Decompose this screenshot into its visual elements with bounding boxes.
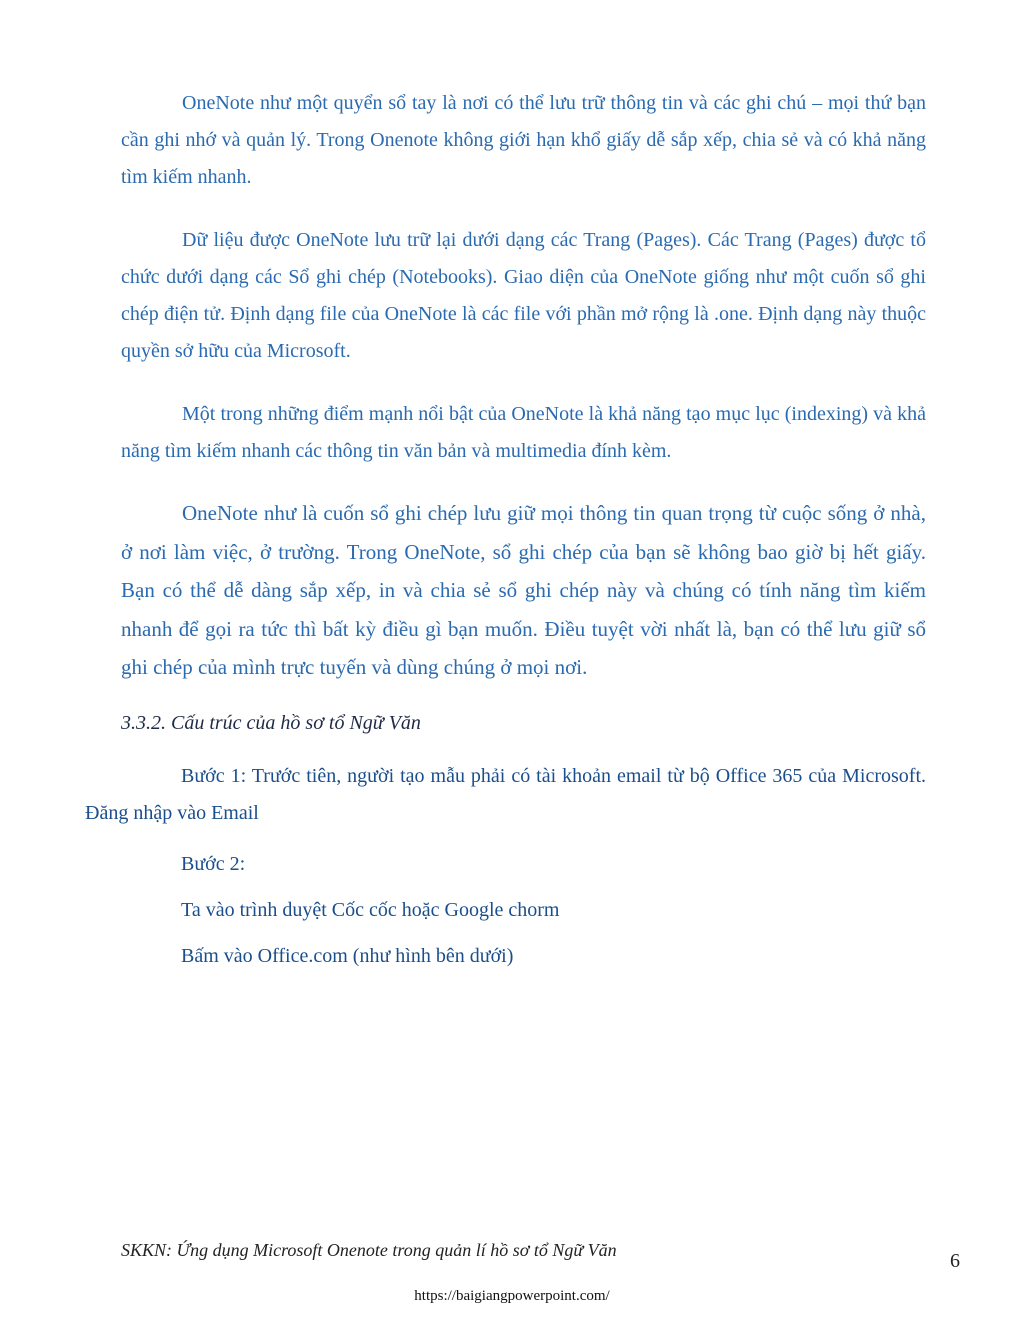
paragraph-onenote-data-storage: Dữ liệu được OneNote lưu trữ lại dưới dạng các Trang (Pages). Các Trang (Pages) được tổ chức dưới dạng các Sổ ghi chép (Notebooks). Giao diện của OneNote giống như một cuốn sổ ghi chép điện tử. Định dạng file của OneNote là các file với phần mở rộng là .one. Định dạng này thuộc quyền sở hữu của Microsoft. [121, 229, 926, 362]
step-2-office-line: Bấm vào Office.com (như hình bên dưới) [181, 945, 514, 967]
source-url: https://baigiangpowerpoint.com/ [414, 1288, 610, 1304]
section-heading: 3.3.2. Cấu trúc của hồ sơ tổ Ngữ Văn [121, 712, 421, 734]
paragraph-onenote-notebook: OneNote như một quyển sổ tay là nơi có thể lưu trữ thông tin và các ghi chú – mọi thứ bạn cần ghi nhớ và quản lý. Trong Onenote không giới hạn khổ giấy dễ sắp xếp, chia sẻ và có khả năng tìm kiếm nhanh. [121, 92, 926, 188]
step-1-text: Bước 1: Trước tiên, người tạo mẫu phải có tài khoản email từ bộ Office 365 của Microsoft. Đăng nhập vào Email [85, 765, 926, 824]
page-number: 6 [950, 1250, 960, 1272]
step-2-browser-line: Ta vào trình duyệt Cốc cốc hoặc Google chorm [181, 899, 560, 921]
paragraph-onenote-everyday-use: OneNote như là cuốn sổ ghi chép lưu giữ mọi thông tin quan trọng từ cuộc sống ở nhà, ở nơi làm việc, ở trường. Trong OneNote, sổ ghi chép của bạn sẽ không bao giờ bị hết giấy. Bạn có thể dễ dàng sắp xếp, in và chia sẻ sổ ghi chép này và chúng có tính năng tìm kiếm nhanh để gọi ra tức thì bất kỳ điều gì bạn muốn. Điều tuyệt vời nhất là, bạn có thể lưu giữ sổ ghi chép của mình trực tuyến và dùng chúng ở mọi nơi. [121, 501, 926, 679]
paragraph-onenote-indexing: Một trong những điểm mạnh nổi bật của OneNote là khả năng tạo mục lục (indexing) và khả năng tìm kiếm nhanh các thông tin văn bản và multimedia đính kèm. [121, 403, 926, 462]
footer-title: SKKN: Ứng dụng Microsoft Onenote trong quản lí hồ sơ tổ Ngữ Văn [121, 1240, 617, 1260]
step-2-label: Bước 2: [181, 853, 246, 875]
